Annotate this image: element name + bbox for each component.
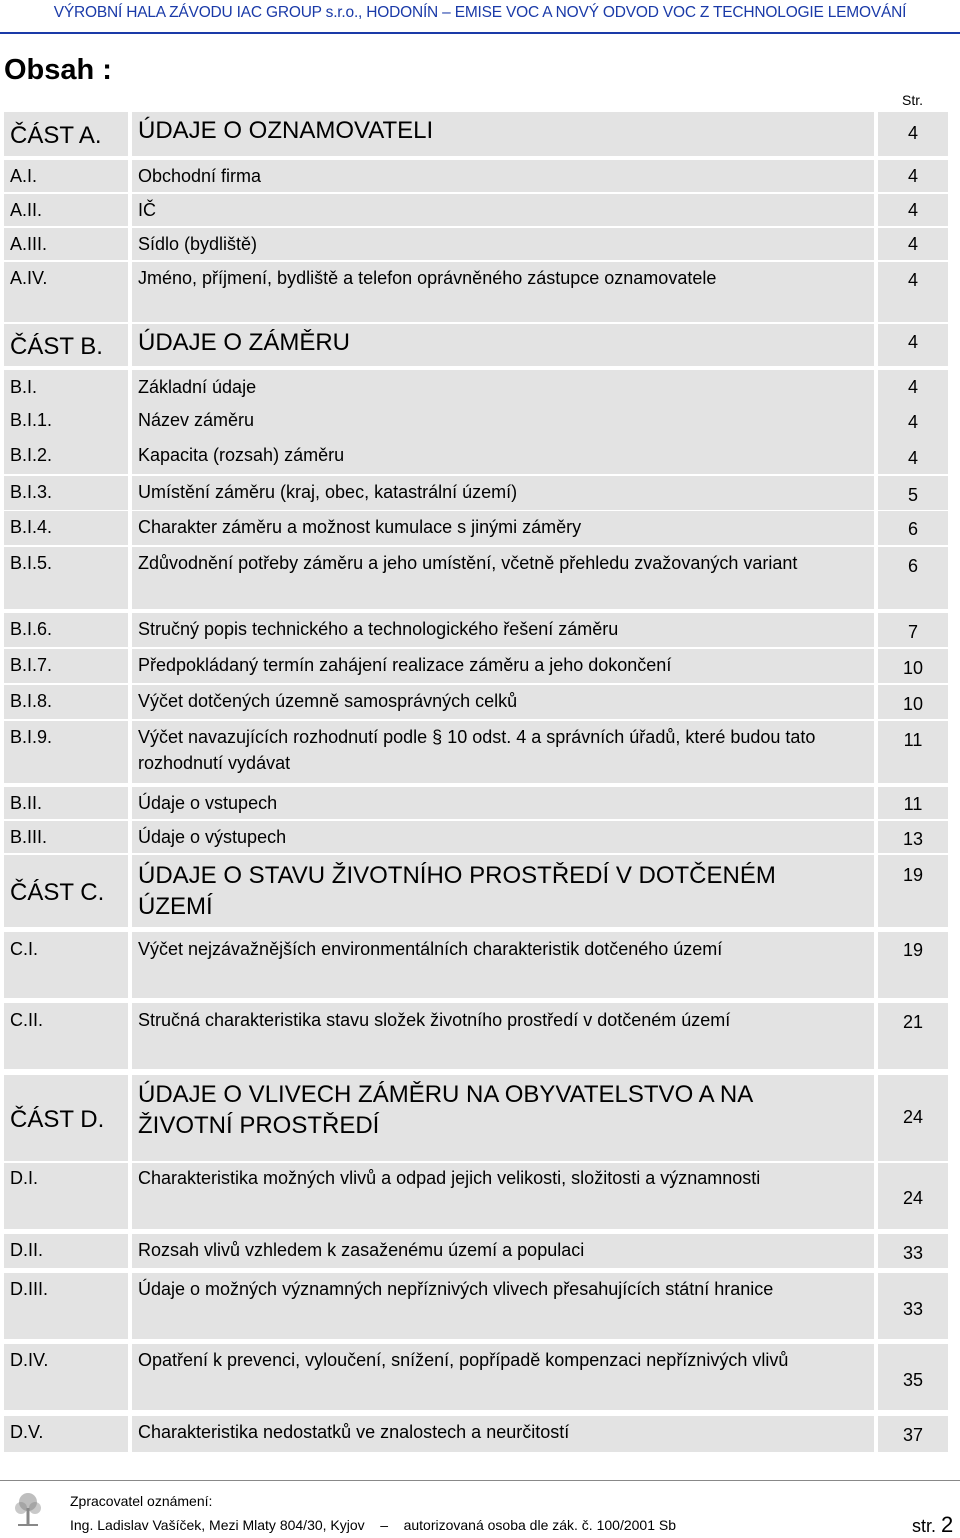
toc-entry-code: D.I. <box>10 1168 39 1188</box>
toc-entry-title: Výčet nejzávažnějších environmentálních charakteristik dotčeného území <box>138 939 723 959</box>
page-column-label: Str. <box>902 92 924 108</box>
toc-entry-code: B.III. <box>10 827 48 847</box>
toc-entry-title: Charakteristika nedostatků ve znalostech a neurčitostí <box>138 1422 570 1442</box>
toc-entry-code: B.I.1. <box>10 410 53 430</box>
toc-entry-title: Výčet dotčených územně samosprávných celků <box>138 691 518 711</box>
toc-entry-title: Stručná charakteristika stavu složek životního prostředí v dotčeném území <box>138 1010 731 1030</box>
footer-dash: – <box>380 1517 389 1533</box>
toc-entry-code: B.I.6. <box>10 619 53 639</box>
footer-divider <box>0 1480 960 1481</box>
toc-entry-code: D.III. <box>10 1279 49 1299</box>
toc-title: Obsah : <box>4 54 112 86</box>
toc-entry-code: ČÁST C. <box>10 878 105 906</box>
toc-entry-code: A.IV. <box>10 268 48 288</box>
toc-entry-page: 21 <box>902 1012 924 1032</box>
document-header: VÝROBNÍ HALA ZÁVODU IAC GROUP s.r.o., HODONÍN – EMISE VOC A NOVÝ ODVOD VOC Z TECHNOLOGIE LEMOVÁNÍ <box>53 4 907 21</box>
toc-entry-code: ČÁST B. <box>10 332 103 360</box>
toc-entry-title: ÚDAJE O STAVU ŽIVOTNÍHO PROSTŘEDÍ V DOTČENÉM ÚZEMÍ <box>138 862 776 921</box>
toc-entry-title: Údaje o vstupech <box>138 793 278 813</box>
toc-entry-code: B.I.5. <box>10 553 53 573</box>
toc-entry-title: Výčet navazujících rozhodnutí podle § 10 odst. 4 a správních úřadů, které budou tato rozhodnutí vydávat <box>138 727 816 774</box>
header-divider <box>0 32 960 34</box>
toc-entry-page: 6 <box>907 556 918 576</box>
toc-entry-title: Umístění záměru (kraj, obec, katastrální území) <box>138 482 518 502</box>
footer-label: Zpracovatel oznámení: <box>70 1493 213 1509</box>
toc-entry-code: ČÁST D. <box>10 1105 105 1133</box>
toc-entry-page: 35 <box>902 1370 924 1390</box>
toc-entry-page: 19 <box>902 865 924 885</box>
toc-entry-code: D.IV. <box>10 1350 49 1370</box>
toc-entry-title: Kapacita (rozsah) záměru <box>138 445 345 465</box>
toc-entry-title: Zdůvodnění potřeby záměru a jeho umístění, včetně přehledu zvažovaných variant <box>138 553 798 573</box>
toc-entry-code: B.I.2. <box>10 445 53 465</box>
toc-entry-code: A.III. <box>10 234 48 254</box>
toc-entry-title: Základní údaje <box>138 377 257 397</box>
toc-entry-code: ČÁST A. <box>10 121 102 149</box>
toc-entry-page: 4 <box>907 448 918 468</box>
toc-entry-code: B.I.9. <box>10 727 53 747</box>
toc-entry-page: 4 <box>907 123 918 143</box>
toc-entry-title: Název záměru <box>138 410 255 430</box>
footer-page-number <box>912 1512 953 1538</box>
toc-entry-page: 4 <box>907 270 918 290</box>
toc-entry-title: Charakteristika možných vlivů a odpad jejich velikosti, složitosti a významnosti <box>138 1168 761 1188</box>
footer-author-line <box>70 1517 676 1533</box>
toc-entry-page: 24 <box>902 1107 924 1127</box>
footer-page-prefix: str. <box>912 1516 937 1536</box>
toc-entry-code: A.I. <box>10 166 38 186</box>
toc-entry-code: B.I.4. <box>10 517 53 537</box>
toc-entry-page: 4 <box>907 166 918 186</box>
toc-entry-page: 19 <box>902 940 924 960</box>
toc-entry-title: Obchodní firma <box>138 166 262 186</box>
footer-page-value: 2 <box>941 1512 954 1537</box>
toc-entry-page: 24 <box>902 1188 924 1208</box>
toc-entry-code: D.II. <box>10 1240 44 1260</box>
toc-entry-page: 33 <box>902 1243 924 1263</box>
toc-entry-page: 6 <box>907 519 918 539</box>
toc-entry-title: Jméno, příjmení, bydliště a telefon oprávněného zástupce oznamovatele <box>138 268 717 288</box>
toc-entry-title: Předpokládaný termín zahájení realizace záměru a jeho dokončení <box>138 655 672 675</box>
toc-entry-title: Charakter záměru a možnost kumulace s jinými záměry <box>138 517 582 537</box>
toc-entry-page: 11 <box>903 730 923 750</box>
toc-entry-title: Údaje o výstupech <box>138 827 287 847</box>
footer-authorization: autorizovaná osoba dle zák. č. 100/2001 Sb <box>403 1517 676 1533</box>
toc-entry-title: Stručný popis technického a technologického řešení záměru <box>138 619 619 639</box>
tree-logo-icon <box>10 1490 46 1530</box>
toc-entry-page: 11 <box>903 794 923 814</box>
toc-entry-page: 4 <box>907 377 918 397</box>
toc-entry-page: 37 <box>902 1425 924 1445</box>
toc-entry-page: 4 <box>907 412 918 432</box>
toc-entry-code: B.I.8. <box>10 691 53 711</box>
toc-entry-page: 4 <box>907 234 918 254</box>
toc-entry-code: C.II. <box>10 1010 44 1030</box>
toc-entry-page: 5 <box>907 485 918 505</box>
toc-entry-title: Opatření k prevenci, vyloučení, snížení, popřípadě kompenzaci nepříznivých vlivů <box>138 1350 789 1370</box>
toc-entry-title: ÚDAJE O ZÁMĚRU <box>138 329 351 356</box>
toc-entry-code: B.I.7. <box>10 655 53 675</box>
toc-entry-page: 33 <box>902 1299 924 1319</box>
toc-entry-title: ÚDAJE O VLIVECH ZÁMĚRU NA OBYVATELSTVO A NA ŽIVOTNÍ PROSTŘEDÍ <box>138 1081 752 1140</box>
toc-entry-title: Sídlo (bydliště) <box>138 234 258 254</box>
toc-entry-code: B.II. <box>10 793 43 813</box>
toc-entry-page: 10 <box>902 694 924 714</box>
toc-entry-page: 10 <box>902 658 924 678</box>
toc-entry-page: 7 <box>907 622 918 642</box>
toc-entry-code: A.II. <box>10 200 43 220</box>
toc-entry-title: Rozsah vlivů vzhledem k zasaženému území a populaci <box>138 1240 585 1260</box>
toc-entry-page: 4 <box>907 332 918 352</box>
footer-author: Ing. Ladislav Vašíček, Mezi Mlaty 804/30, Kyjov <box>70 1517 365 1533</box>
toc-entry-page: 4 <box>907 200 918 220</box>
toc-entry-title: IČ <box>138 200 156 220</box>
toc-entry-page: 13 <box>902 829 924 849</box>
toc-entry-code: B.I. <box>10 377 38 397</box>
toc-entry-code: D.V. <box>10 1422 44 1442</box>
toc-entry-title: ÚDAJE O OZNAMOVATELI <box>138 117 434 144</box>
toc-entry-title: Údaje o možných významných nepříznivých vlivech přesahujících státní hranice <box>138 1279 774 1299</box>
toc-entry-code: B.I.3. <box>10 482 53 502</box>
toc-entry-code: C.I. <box>10 939 39 959</box>
